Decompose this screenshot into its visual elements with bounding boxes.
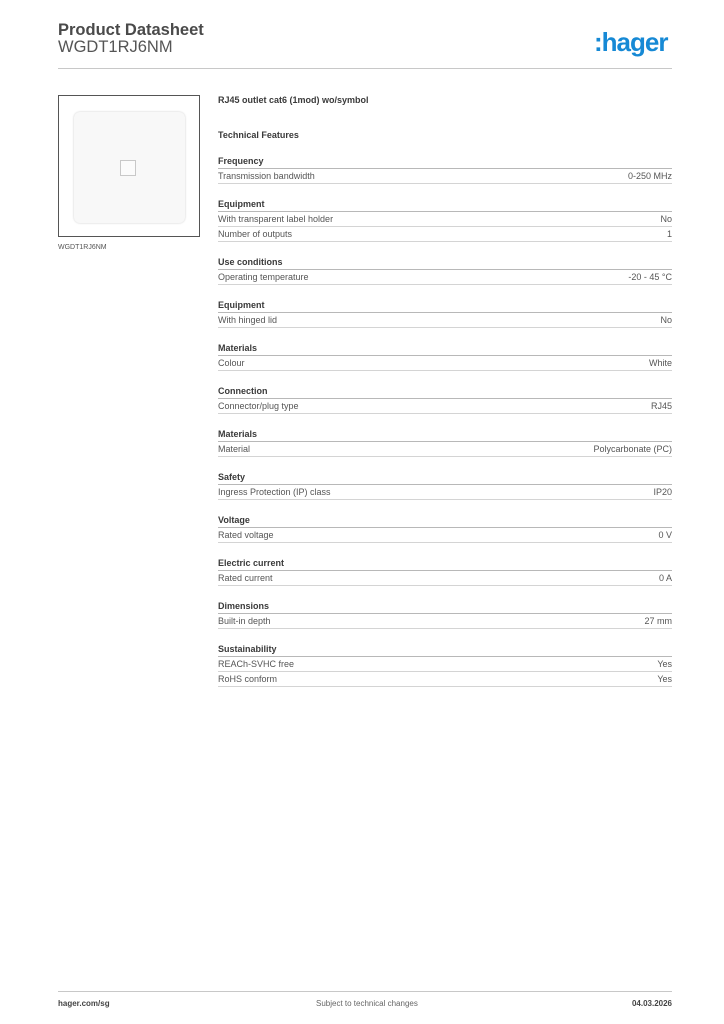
feature-group-title: Equipment — [218, 199, 672, 212]
rj45-port-icon — [120, 160, 136, 176]
feature-group — [218, 156, 672, 184]
feature-row — [218, 169, 672, 184]
feature-group — [218, 386, 672, 414]
feature-value: 1 — [666, 229, 672, 239]
feature-label: Ingress Protection (IP) class — [218, 487, 331, 497]
feature-group — [218, 558, 672, 586]
feature-group — [218, 199, 672, 242]
feature-label: Rated voltage — [218, 530, 274, 540]
feature-row — [218, 270, 672, 285]
feature-label: Operating temperature — [218, 272, 309, 282]
feature-value: IP20 — [653, 487, 672, 497]
feature-value: No — [660, 214, 672, 224]
product-code: WGDT1RJ6NM — [58, 38, 173, 56]
feature-value: No — [660, 315, 672, 325]
feature-label: Transmission bandwidth — [218, 171, 315, 181]
footer-divider — [58, 991, 672, 992]
feature-group — [218, 257, 672, 285]
feature-group — [218, 515, 672, 543]
footer-date: 04.03.2026 — [631, 999, 672, 1008]
feature-label: RoHS conform — [218, 674, 278, 684]
technical-features-title: Technical Features — [218, 130, 299, 140]
feature-value: 27 mm — [644, 616, 672, 626]
feature-group-title: Materials — [218, 429, 672, 442]
feature-group — [218, 300, 672, 328]
feature-group — [218, 644, 672, 687]
hager-logo: :hager — [594, 27, 668, 57]
feature-group-title: Connection — [218, 386, 672, 399]
feature-row — [218, 399, 672, 414]
feature-group-title: Frequency — [218, 156, 672, 169]
feature-value: 0 V — [658, 530, 672, 540]
feature-row — [218, 571, 672, 586]
feature-group-title: Sustainability — [218, 644, 672, 657]
feature-group — [218, 601, 672, 629]
feature-label: With hinged lid — [218, 315, 278, 325]
feature-row — [218, 227, 672, 242]
feature-groups — [218, 156, 672, 687]
header-divider — [58, 68, 672, 69]
footer-website-link[interactable]: hager.com/sg — [58, 999, 110, 1008]
feature-label: REACh-SVHC free — [218, 659, 295, 669]
feature-value: RJ45 — [650, 401, 672, 411]
feature-row — [218, 356, 672, 371]
document-title: Product Datasheet — [58, 21, 204, 39]
feature-row — [218, 657, 672, 672]
feature-value: Polycarbonate (PC) — [593, 444, 672, 454]
feature-value: Yes — [657, 659, 672, 669]
footer-notice: Subject to technical changes — [316, 999, 418, 1008]
feature-value: 0-250 MHz — [627, 171, 672, 181]
feature-value: Yes — [657, 674, 672, 684]
feature-group-title: Equipment — [218, 300, 672, 313]
product-name: RJ45 outlet cat6 (1mod) wo/symbol — [218, 95, 369, 105]
feature-label: Built-in depth — [218, 616, 271, 626]
feature-row — [218, 442, 672, 457]
feature-row — [218, 212, 672, 227]
feature-group-title: Voltage — [218, 515, 672, 528]
feature-label: Colour — [218, 358, 245, 368]
feature-label: Connector/plug type — [218, 401, 299, 411]
feature-value: 0 A — [658, 573, 672, 583]
feature-group — [218, 343, 672, 371]
feature-row — [218, 313, 672, 328]
feature-group-title: Use conditions — [218, 257, 672, 270]
feature-group-title: Dimensions — [218, 601, 672, 614]
feature-group-title: Electric current — [218, 558, 672, 571]
feature-group-title: Safety — [218, 472, 672, 485]
feature-label: Number of outputs — [218, 229, 293, 239]
feature-label: Rated current — [218, 573, 273, 583]
image-caption: WGDT1RJ6NM — [58, 244, 107, 251]
feature-group — [218, 472, 672, 500]
feature-label: Material — [218, 444, 251, 454]
feature-row — [218, 528, 672, 543]
feature-group-title: Materials — [218, 343, 672, 356]
feature-row — [218, 614, 672, 629]
feature-group — [218, 429, 672, 457]
feature-row — [218, 485, 672, 500]
feature-label: With transparent label holder — [218, 214, 334, 224]
feature-value: -20 - 45 °C — [628, 272, 672, 282]
feature-row — [218, 672, 672, 687]
technical-content — [218, 95, 672, 687]
feature-value: White — [648, 358, 672, 368]
